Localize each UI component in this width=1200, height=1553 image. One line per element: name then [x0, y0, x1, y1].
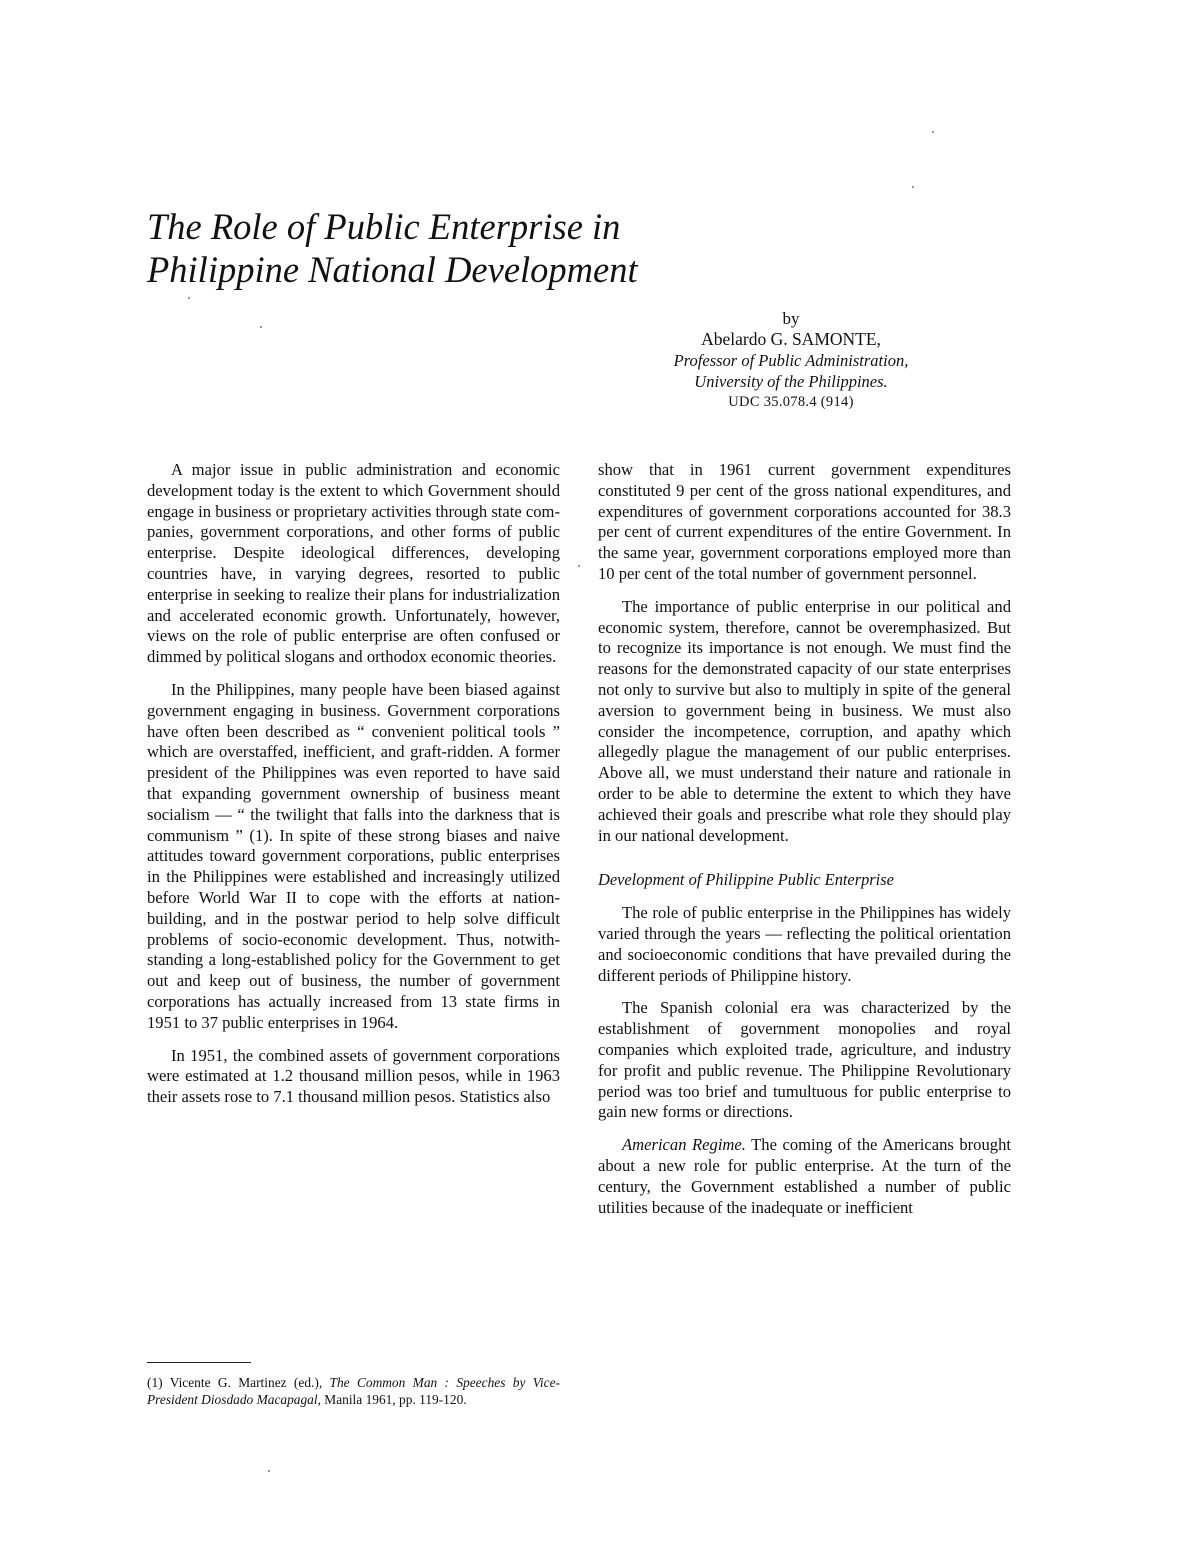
paragraph: A major issue in public administration and economic development today is the extent to which Government should engage in business or proprietary activities through state companies, government corporations, and other forms of public enterprise. Despite ideological differences, developing countries have, in varying degrees, resorted to public enterprise in seeking to realize their plans for industrialization and accelerated economic growth. Unfortunately, however, views on the role of public enterprise are often confused or dimmed by political slogans and orthodox economic theories. — [147, 460, 560, 667]
author-university: University of the Philippines. — [694, 372, 888, 391]
title-line-1: The Role of Public Enterprise in — [147, 206, 621, 247]
scan-speck — [932, 131, 934, 133]
section-heading: Development of Philippine Public Enterprise — [598, 870, 894, 890]
scan-speck — [188, 297, 190, 299]
scan-speck — [268, 1470, 270, 1472]
paragraph: The Spanish colonial era was characterized by the establishment of government monopolies and royal companies which exploited trade, agriculture, and industry for profit and public revenue. The Philippine Revolutionary period was too brief and tumultuous for public enterprise to gain new forms or directions. — [598, 998, 1011, 1122]
author-name: Abelardo G. SAMONTE, — [701, 329, 881, 349]
paragraph — [598, 1135, 1011, 1218]
footnote-title: The Common Man : Speeches by Vice-President Diosdado Macapagal, — [147, 1375, 560, 1407]
scan-speck — [912, 186, 914, 188]
author-byline — [620, 308, 962, 413]
title-line-2: Philippine National Development — [147, 249, 638, 290]
paragraph: In the Philippines, many people have been biased against government engaging in business. Government corporations have often been described as “ convenient political tools ” which are overstaffed, inefficient, and graft-ridden. A former president of the Philippines was even reported to have said that expanding government ownership of business meant socialism — “ the twilight that falls into the darkness that is communism ” (1). In spite of these strong biases and naive attitudes toward government corporations, public enterprises in the Philippines were established and increasingly utilized before World War II to cope with the efforts at nation-building, and in the postwar period to help solve difficult problems of socio-economic development. Thus, notwithstanding a long-established policy for the Government to get out and keep out of business, the number of government corporations has actually increased from 13 state firms in 1951 to 37 public enterprises in 1964. — [147, 679, 560, 1032]
subsection-lead: American Regime. — [622, 1135, 746, 1155]
right-column — [598, 460, 1011, 1230]
footnote-lead: (1) Vicente G. Martinez (ed.), — [147, 1375, 323, 1390]
byline-by: by — [782, 309, 800, 328]
scan-speck — [260, 326, 262, 328]
paragraph: In 1951, the combined assets of government corporations were estimated at 1.2 thousand million pesos, while in 1963 their assets rose to 7.1 thousand million pesos. Statistics also — [147, 1045, 560, 1107]
paragraph-text: The coming of the Americans brought about a new role for public enterprise. At the turn of the century, the Government established a number of public utilities because of the inadequate or inefficient — [598, 1135, 1011, 1217]
scan-speck — [578, 565, 580, 567]
footnote-divider — [147, 1362, 251, 1363]
footnote — [147, 1375, 560, 1408]
paragraph: The role of public enterprise in the Philippines has widely varied through the years — reflecting the political orientation and socioeconomic conditions that have prevailed during the different periods of Philippine history. — [598, 903, 1011, 985]
udc-code: UDC 35.078.4 (914) — [728, 394, 854, 410]
paragraph: show that in 1961 current government expenditures constituted 9 per cent of the gross national expenditures, and expenditures of government corporations accounted for 38.3 per cent of current expenditures of the entire Government. In the same year, government corporations employed more than 10 per cent of the total number of government personnel. — [598, 460, 1011, 583]
article-title — [147, 205, 847, 291]
paragraph: The importance of public enterprise in our political and economic system, therefore, cannot be overemphasized. But to recognize its importance is not enough. We must find the reasons for the demonstrated capacity of our state enterprises not only to survive but also to multiply in spite of the general aversion to government being in business. We must also consider the incompetence, corruption, and apathy which allegedly plague the management of our public enterprises. Above all, we must understand their nature and rationale in order to be able to determine the extent to which they have achieved their goals and prescribe what role they should play in our national development. — [598, 596, 1011, 845]
author-position: Professor of Public Administration, — [673, 351, 909, 370]
left-column — [147, 460, 560, 1120]
footnote-tail: Manila 1961, pp. 119-120. — [324, 1391, 467, 1407]
